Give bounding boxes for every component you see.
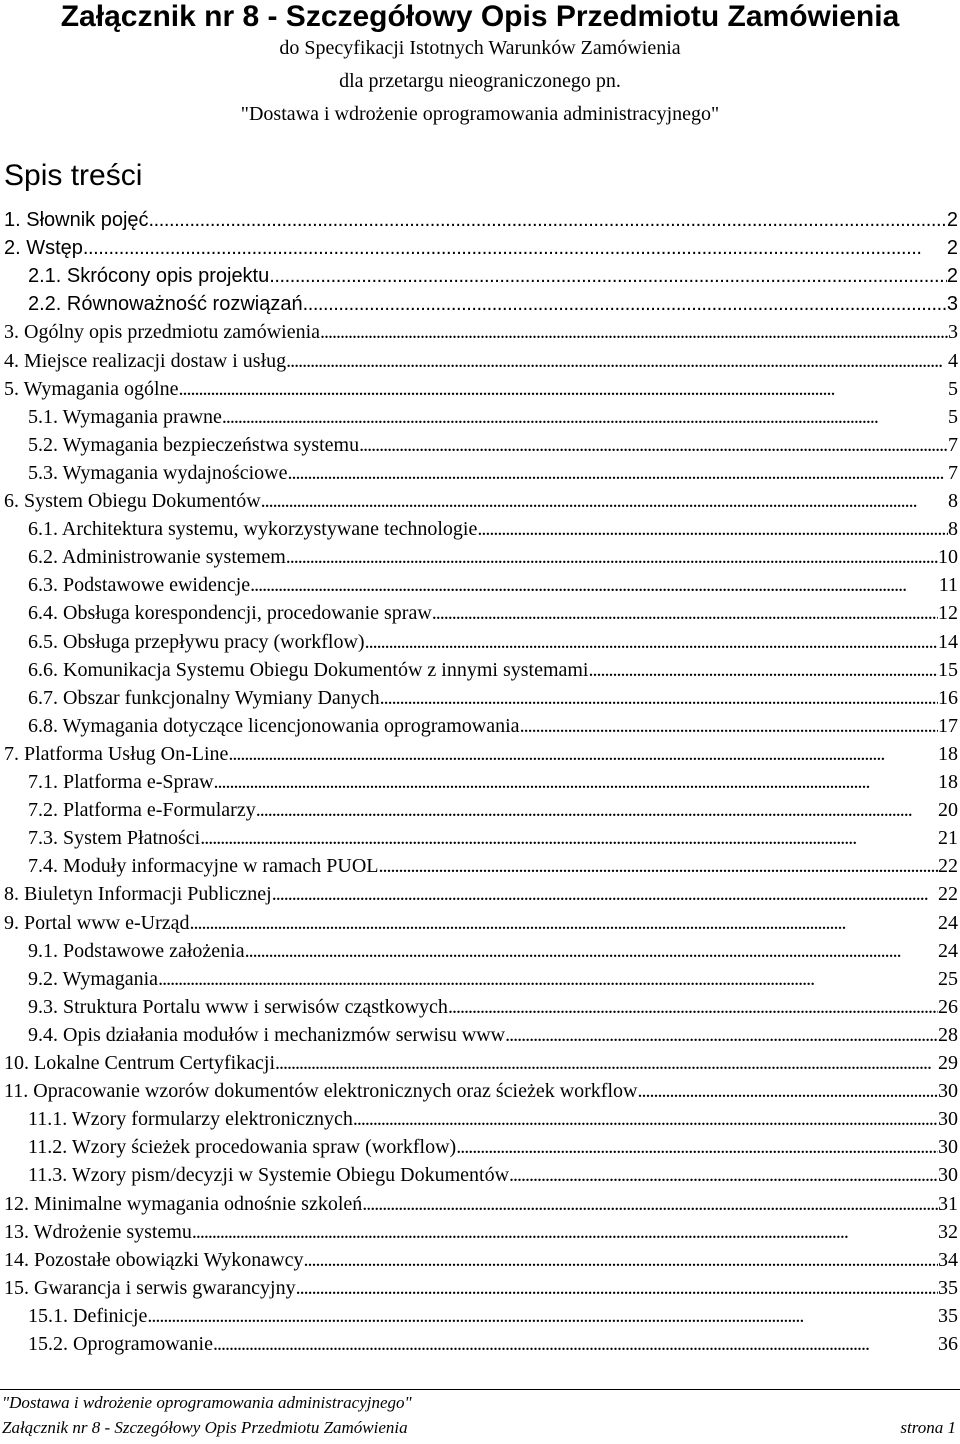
toc-entry[interactable]: [0, 1133, 960, 1161]
toc-entry-title: 15.2. Oprogramowanie: [28, 1333, 213, 1355]
toc-dot-leader: [365, 628, 938, 656]
toc-dot-leader: [378, 852, 938, 880]
toc-entry[interactable]: [0, 571, 960, 599]
toc-entry-page: 22: [938, 855, 958, 877]
toc-entry[interactable]: [0, 1218, 960, 1246]
toc-entry-page: 29: [938, 1052, 958, 1074]
toc-entry-title: 6.6. Komunikacja Systemu Obiegu Dokumentów z innymi systemami: [28, 659, 589, 681]
toc-dot-leader: [256, 796, 938, 824]
toc-heading: Spis treści: [4, 159, 143, 192]
toc-entry[interactable]: [0, 880, 960, 908]
toc-entry[interactable]: [0, 852, 960, 880]
toc-entry[interactable]: [0, 515, 960, 543]
toc-dot-leader: [275, 1049, 938, 1077]
subtitle-tender-name: "Dostawa i wdrożenie oprogramowania administracyjnego": [240, 103, 720, 125]
toc-entry-page: 12: [938, 602, 958, 624]
toc-entry-page: 11: [938, 574, 958, 596]
toc-entry-page: 24: [938, 940, 958, 962]
toc-entry-title: 5. Wymagania ogólne: [4, 378, 179, 400]
toc-entry-title: 3. Ogólny opis przedmiotu zamówienia: [4, 321, 321, 343]
toc-dot-leader: [245, 937, 938, 965]
toc-entry-page: 30: [938, 1136, 958, 1158]
toc-dot-leader: [353, 1105, 938, 1133]
toc-dot-leader: [359, 431, 948, 459]
toc-dot-leader: [448, 993, 938, 1021]
toc-entry-page: 30: [938, 1108, 958, 1130]
toc-dot-leader: [83, 234, 947, 262]
footer-divider: [0, 1389, 960, 1390]
toc-entry[interactable]: [0, 712, 960, 740]
toc-entry-page: 24: [938, 912, 958, 934]
toc-entry-title: 2.1. Skrócony opis projektu: [28, 265, 270, 287]
toc-entry-page: 4: [948, 350, 958, 372]
toc-entry-title: 5.2. Wymagania bezpieczeństwa systemu: [28, 434, 360, 456]
toc-entry-page: 26: [938, 996, 958, 1018]
toc-entry-title: 2. Wstęp: [4, 237, 83, 259]
toc-entry-page: 7: [948, 462, 958, 484]
toc-entry-page: 22: [938, 883, 958, 905]
toc-entry-page: 5: [948, 406, 958, 428]
toc-entry-page: 7: [948, 434, 958, 456]
toc-entry-page: 8: [948, 490, 958, 512]
footer-bar: [2, 1416, 956, 1440]
toc-dot-leader: [192, 1218, 938, 1246]
toc-dot-leader: [520, 712, 938, 740]
footer-document-name: Załącznik nr 8 - Szczegółowy Opis Przedmiotu Zamówienia: [2, 1418, 408, 1437]
toc-entry-page: 18: [938, 771, 958, 793]
toc-entry-page: 17: [938, 715, 958, 737]
toc-entry-title: 6.4. Obsługa korespondencji, procedowanie spraw: [28, 602, 432, 624]
toc-entry-title: 9. Portal www e-Urząd: [4, 912, 190, 934]
toc-entry-title: 15. Gwarancja i serwis gwarancyjny: [4, 1277, 296, 1299]
toc-entry-page: 20: [938, 799, 958, 821]
subtitle-specification: do Specyfikacji Istotnych Warunków Zamówienia: [279, 37, 681, 59]
subtitle-tender-type: dla przetargu nieograniczonego pn.: [339, 70, 621, 92]
toc-dot-leader: [214, 768, 938, 796]
toc-entry-page: 14: [938, 631, 958, 653]
toc-dot-leader: [269, 262, 947, 290]
toc-entry-title: 9.2. Wymagania: [28, 968, 159, 990]
toc-dot-leader: [362, 1190, 938, 1218]
toc-entry-title: 2.2. Równoważność rozwiązań: [28, 293, 303, 315]
toc-entry-title: 9.3. Struktura Portalu www i serwisów cząstkowych: [28, 996, 448, 1018]
footer-page-number: strona 1: [900, 1418, 956, 1437]
toc-entry-title: 7.4. Moduły informacyjne w ramach PUOL: [28, 855, 379, 877]
toc-entry-title: 11. Opracowanie wzorów dokumentów elektronicznych oraz ścieżek workflow: [4, 1080, 638, 1102]
toc-dot-leader: [272, 880, 938, 908]
toc-dot-leader: [287, 459, 948, 487]
toc-entry[interactable]: [0, 1161, 960, 1189]
toc-dot-leader: [456, 1133, 938, 1161]
toc-entry[interactable]: [0, 234, 960, 262]
toc-entry-title: 5.3. Wymagania wydajnościowe: [28, 462, 288, 484]
toc-entry-title: 7. Platforma Usług On-Line: [4, 743, 229, 765]
toc-entry[interactable]: [0, 684, 960, 712]
toc-dot-leader: [303, 1246, 938, 1274]
toc-entry-page: 25: [938, 968, 958, 990]
toc-dot-leader: [261, 487, 948, 515]
toc-entry-title: 6.2. Administrowanie systemem: [28, 546, 286, 568]
toc-entry[interactable]: [0, 1077, 960, 1105]
toc-entry-title: 11.1. Wzory formularzy elektronicznych: [28, 1108, 353, 1130]
toc-entry[interactable]: [0, 431, 960, 459]
toc-entry[interactable]: [0, 993, 960, 1021]
toc-entry-title: 6. System Obiegu Dokumentów: [4, 490, 261, 512]
toc-entry-title: 13. Wdrożenie systemu: [4, 1221, 192, 1243]
toc-entry-page: 30: [938, 1080, 958, 1102]
toc-dot-leader: [432, 599, 938, 627]
toc-entry[interactable]: [0, 656, 960, 684]
toc-entry-page: 35: [938, 1305, 958, 1327]
toc-entry-title: 4. Miejsce realizacji dostaw i usług: [4, 350, 287, 372]
toc-entry[interactable]: [0, 1049, 960, 1077]
toc-entry-title: 11.2. Wzory ścieżek procedowania spraw (workflow): [28, 1136, 457, 1158]
toc-entry[interactable]: [0, 1330, 960, 1358]
toc-entry-title: 6.8. Wymagania dotyczące licencjonowania oprogramowania: [28, 715, 520, 737]
toc-entry-page: 32: [938, 1221, 958, 1243]
toc-entry-page: 3: [948, 321, 958, 343]
toc-entry-title: 7.3. System Płatności: [28, 827, 201, 849]
footer-project-name: "Dostawa i wdrożenie oprogramowania administracyjnego": [2, 1393, 412, 1412]
toc-entry-page: 35: [938, 1277, 958, 1299]
document-title: Załącznik nr 8 - Szczegółowy Opis Przedmiotu Zamówienia: [60, 0, 900, 33]
toc-dot-leader: [509, 1161, 938, 1189]
toc-entry[interactable]: [0, 768, 960, 796]
toc-dot-leader: [637, 1077, 938, 1105]
toc-entry-page: 36: [938, 1333, 958, 1355]
toc-entry-title: 7.1. Platforma e-Spraw: [28, 771, 214, 793]
toc-entry-page: 21: [938, 827, 958, 849]
toc-dot-leader: [222, 403, 948, 431]
toc-dot-leader: [286, 347, 948, 375]
toc-entry[interactable]: [0, 262, 960, 290]
toc-entry-title: 9.1. Podstawowe założenia: [28, 940, 245, 962]
toc-dot-leader: [320, 318, 948, 346]
toc-entry[interactable]: [0, 909, 960, 937]
toc-entry[interactable]: [0, 796, 960, 824]
toc-entry[interactable]: [0, 937, 960, 965]
toc-dot-leader: [250, 571, 939, 599]
toc-entry-title: 9.4. Opis działania modułów i mechanizmów serwisu www: [28, 1024, 506, 1046]
toc-entry-page: 31: [938, 1193, 958, 1215]
toc-entry[interactable]: [0, 1021, 960, 1049]
toc-dot-leader: [213, 1330, 938, 1358]
toc-dot-leader: [296, 1274, 938, 1302]
toc-entry-title: 15.1. Definicje: [28, 1305, 148, 1327]
toc-entry-title: 8. Biuletyn Informacji Publicznej: [4, 883, 272, 905]
toc-entry[interactable]: [0, 487, 960, 515]
toc-entry[interactable]: [0, 599, 960, 627]
toc-entry-page: 2: [946, 237, 958, 259]
toc-dot-leader: [303, 290, 947, 318]
toc-entry[interactable]: [0, 206, 960, 234]
toc-entry-page: 8: [948, 518, 958, 540]
toc-entry[interactable]: [0, 1302, 960, 1330]
toc-entry-page: 18: [938, 743, 958, 765]
toc-entry-page: 2: [946, 265, 958, 287]
toc-entry[interactable]: [0, 375, 960, 403]
toc-entry-page: 5: [948, 378, 958, 400]
toc-entry[interactable]: [0, 1246, 960, 1274]
toc-dot-leader: [158, 965, 938, 993]
toc-entry-page: 15: [938, 659, 958, 681]
toc-dot-leader: [179, 375, 949, 403]
toc-entry-title: 1. Słownik pojęć: [4, 209, 149, 231]
toc-entry-page: 34: [938, 1249, 958, 1271]
toc-entry[interactable]: [0, 740, 960, 768]
toc-entry-title: 7.2. Platforma e-Formularzy: [28, 799, 256, 821]
toc-entry[interactable]: [0, 543, 960, 571]
toc-entry[interactable]: [0, 824, 960, 852]
toc-dot-leader: [286, 543, 938, 571]
toc-entry[interactable]: [0, 1274, 960, 1302]
toc-entry-page: 10: [938, 546, 958, 568]
toc-entry[interactable]: [0, 1190, 960, 1218]
toc-dot-leader: [380, 684, 938, 712]
toc-entry-page: 30: [938, 1164, 958, 1186]
toc-entry[interactable]: [0, 459, 960, 487]
toc-entry-title: 6.1. Architektura systemu, wykorzystywane technologie: [28, 518, 478, 540]
toc-entry-title: 10. Lokalne Centrum Certyfikacji: [4, 1052, 276, 1074]
toc-entry-title: 6.5. Obsługa przepływu pracy (workflow): [28, 631, 365, 653]
toc-entry-page: 16: [938, 687, 958, 709]
toc-entry-page: 2: [946, 209, 958, 231]
toc-entry[interactable]: [0, 1105, 960, 1133]
toc-dot-leader: [505, 1021, 938, 1049]
toc-dot-leader: [149, 206, 947, 234]
toc-dot-leader: [200, 824, 938, 852]
toc-entry-title: 5.1. Wymagania prawne: [28, 406, 222, 428]
toc-entry-title: 6.3. Podstawowe ewidencje: [28, 574, 251, 596]
toc-dot-leader: [147, 1302, 938, 1330]
toc-entry-page: 3: [946, 293, 958, 315]
toc-dot-leader: [228, 740, 938, 768]
toc-entry-page: 28: [938, 1024, 958, 1046]
toc-entry-title: 12. Minimalne wymagania odnośnie szkoleń: [4, 1193, 363, 1215]
toc-entry[interactable]: [0, 403, 960, 431]
toc-dot-leader: [589, 656, 939, 684]
toc-entry-title: 14. Pozostałe obowiązki Wykonawcy: [4, 1249, 304, 1271]
toc-dot-leader: [190, 909, 939, 937]
toc-entry-title: 11.3. Wzory pism/decyzji w Systemie Obiegu Dokumentów: [28, 1164, 510, 1186]
toc-entry-title: 6.7. Obszar funkcjonalny Wymiany Danych: [28, 687, 380, 709]
toc-dot-leader: [477, 515, 948, 543]
toc-entry[interactable]: [0, 965, 960, 993]
toc-entry[interactable]: [0, 628, 960, 656]
toc-entry[interactable]: [0, 318, 960, 346]
toc-entry[interactable]: [0, 347, 960, 375]
toc-entry[interactable]: [0, 290, 960, 318]
